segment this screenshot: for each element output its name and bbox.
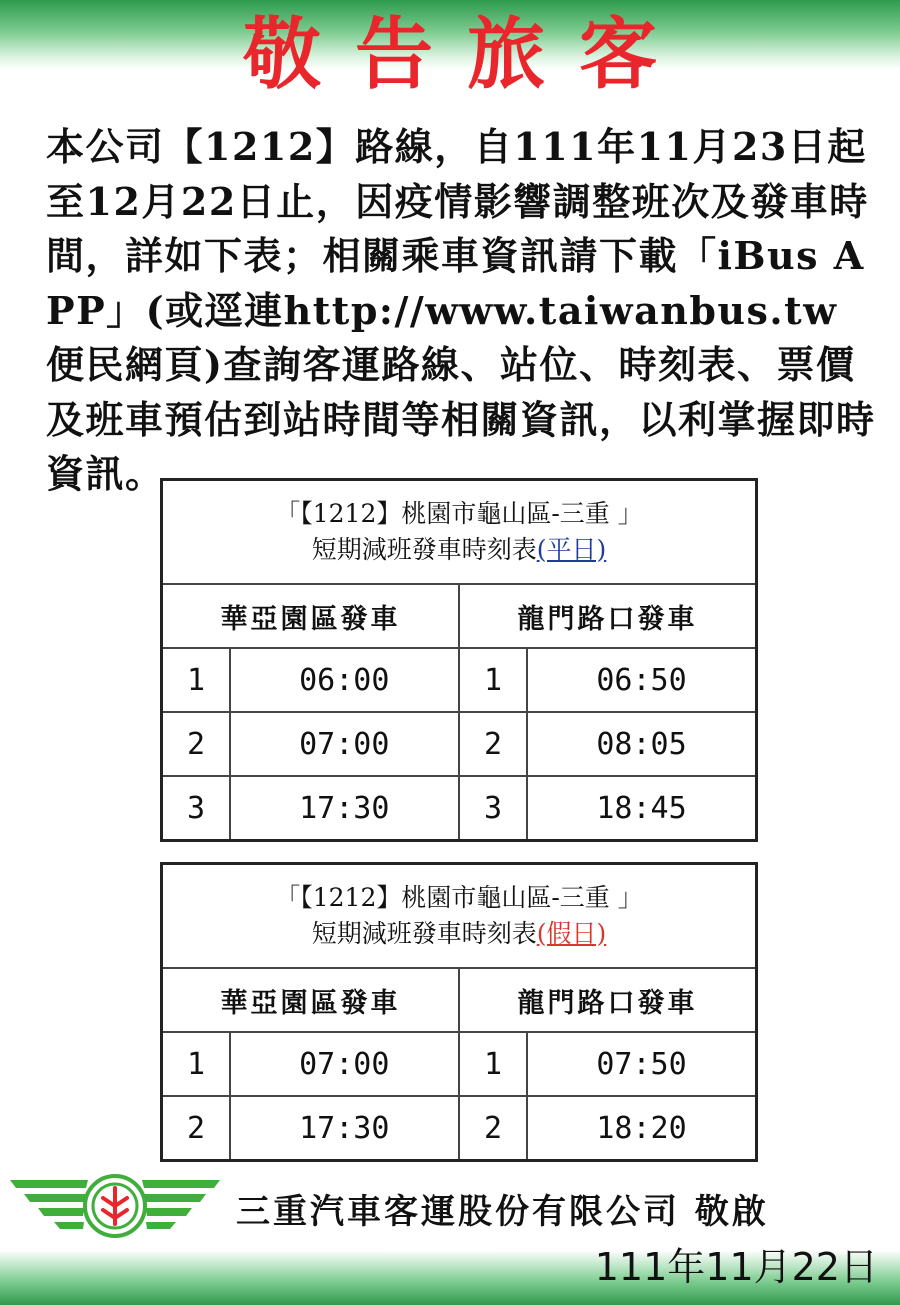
notice-body: 本公司【1212】路線，自111年11月23日起至12月22日止，因疫情影響調整班次及發車時間，詳如下表；相關乘車資訊請下載「iBus APP」(或逕連http://www.taiwanbus.tw便民網頁)查詢客運路線、站位、時刻表、票價及班車預估到站時間等相關資訊，以利掌握即時資訊。 <box>46 124 876 496</box>
departure-time: 06:50 <box>527 648 757 712</box>
departure-time: 17:30 <box>230 776 460 841</box>
table-row <box>162 1096 757 1161</box>
table-row <box>162 648 757 712</box>
departure-time: 18:45 <box>527 776 757 841</box>
run-number: 3 <box>459 776 527 841</box>
departure-time: 07:50 <box>527 1032 757 1096</box>
run-number: 2 <box>162 712 230 776</box>
table-row <box>162 1032 757 1096</box>
day-type-label: (假日) <box>536 919 607 948</box>
holiday-timetable <box>160 862 758 1162</box>
departure-time: 07:00 <box>230 1032 460 1096</box>
run-number: 1 <box>459 648 527 712</box>
column-header-longmen: 龍門路口發車 <box>459 584 757 648</box>
column-header-huaya: 華亞園區發車 <box>162 584 460 648</box>
departure-time: 18:20 <box>527 1096 757 1161</box>
subtitle-prefix: 短期減班發車時刻表 <box>311 919 537 948</box>
route-line: 「【1212】桃園市龜山區-三重 」 <box>275 499 643 528</box>
timetable-subtitle <box>163 916 755 952</box>
departure-time: 08:05 <box>527 712 757 776</box>
run-number: 1 <box>162 648 230 712</box>
column-header-longmen: 龍門路口發車 <box>459 968 757 1032</box>
run-number: 3 <box>162 776 230 841</box>
column-header-huaya: 華亞園區發車 <box>162 968 460 1032</box>
departure-time: 17:30 <box>230 1096 460 1161</box>
day-type-label: (平日) <box>536 535 607 564</box>
run-number: 2 <box>459 1096 527 1161</box>
run-number: 2 <box>459 712 527 776</box>
timetable-caption <box>162 864 757 969</box>
departure-time: 06:00 <box>230 648 460 712</box>
departure-time: 07:00 <box>230 712 460 776</box>
company-signature: 三重汽車客運股份有限公司 敬啟 <box>236 1192 769 1232</box>
run-number: 2 <box>162 1096 230 1161</box>
notice-date: 111年11月22日 <box>594 1245 878 1289</box>
table-row <box>162 776 757 841</box>
weekday-timetable <box>160 478 758 842</box>
notice-title: 敬告旅客 <box>242 10 691 100</box>
company-wing-logo-icon <box>10 1170 220 1245</box>
subtitle-prefix: 短期減班發車時刻表 <box>311 535 537 564</box>
run-number: 1 <box>459 1032 527 1096</box>
table-row <box>162 712 757 776</box>
timetable-caption <box>162 480 757 585</box>
run-number: 1 <box>162 1032 230 1096</box>
timetable-subtitle <box>163 532 755 568</box>
route-line: 「【1212】桃園市龜山區-三重 」 <box>275 883 643 912</box>
